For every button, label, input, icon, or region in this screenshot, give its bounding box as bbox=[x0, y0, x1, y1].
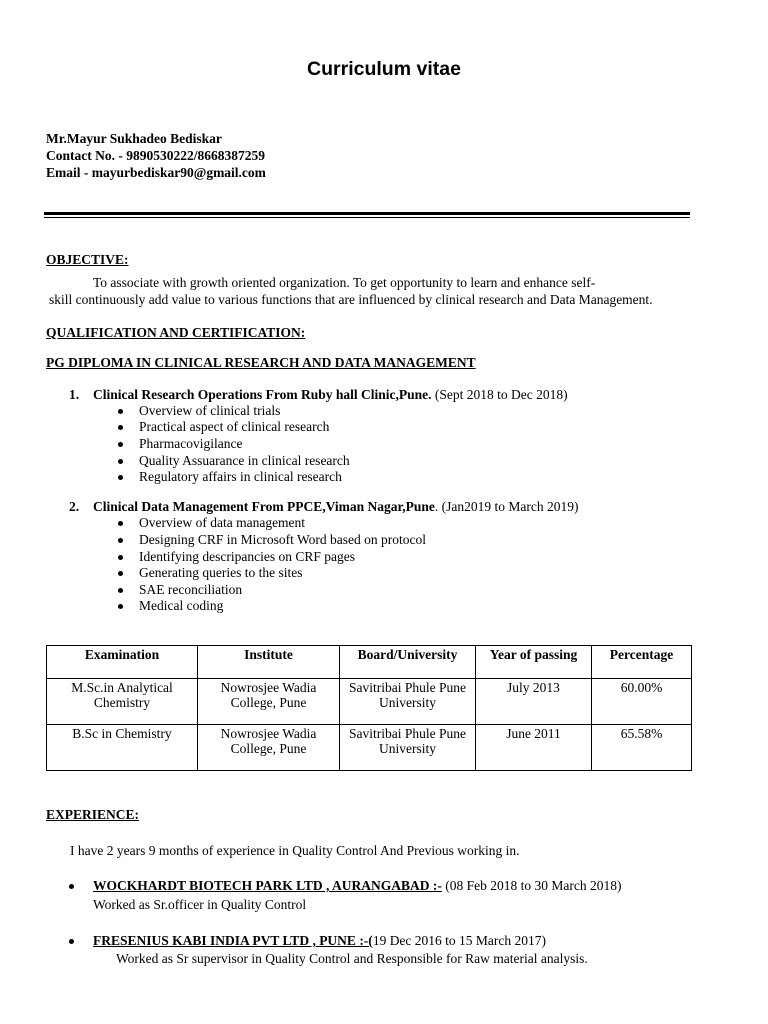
table-header-cell: Year of passing bbox=[476, 646, 592, 679]
bullet-icon bbox=[118, 475, 123, 480]
course-title: Clinical Research Operations From Ruby hall Clinic,Pune. bbox=[93, 387, 432, 402]
table-row bbox=[47, 679, 692, 725]
table-cell: 60.00% bbox=[592, 679, 692, 725]
company-name: WOCKHARDT BIOTECH PARK LTD , AURANGABAD :- bbox=[93, 878, 442, 893]
course-title: Clinical Data Management From PPCE,Viman Nagar,Pune bbox=[93, 499, 435, 514]
table-cell: Nowrosjee Wadia College, Pune bbox=[198, 725, 340, 771]
course-topic: SAE reconciliation bbox=[139, 582, 243, 597]
table-cell: Savitribai Phule Pune University bbox=[340, 725, 476, 771]
contact-email: Email - mayurbediskar90@gmail.com bbox=[46, 165, 266, 180]
course-topic: Identifying descripancies on CRF pages bbox=[139, 549, 355, 564]
header-divider-thin bbox=[44, 217, 690, 218]
header-divider-thick bbox=[44, 212, 690, 215]
table-header-cell: Percentage bbox=[592, 646, 692, 679]
table-cell: B.Sc in Chemistry bbox=[47, 725, 198, 771]
course-number: 1. bbox=[69, 387, 80, 402]
course-topic: Regulatory affairs in clinical research bbox=[139, 469, 342, 484]
experience-summary: I have 2 years 9 months of experience in Quality Control And Previous working in. bbox=[70, 843, 520, 858]
course-heading bbox=[93, 499, 578, 515]
course-topic: Pharmacovigilance bbox=[139, 436, 243, 451]
objective-line-2: skill continuously add value to various functions that are influenced by clinical research and Data Management. bbox=[49, 292, 653, 307]
job-role: Worked as Sr.officer in Quality Control bbox=[93, 897, 307, 912]
course-dates: . (Jan2019 to March 2019) bbox=[434, 499, 579, 514]
pg-diploma-heading: PG DIPLOMA IN CLINICAL RESEARCH AND DATA MANAGEMENT bbox=[46, 355, 476, 370]
bullet-icon bbox=[69, 939, 74, 944]
bullet-icon bbox=[118, 604, 123, 609]
bullet-icon bbox=[118, 555, 123, 560]
bullet-icon bbox=[118, 571, 123, 576]
table-cell: M.Sc.in Analytical Chemistry bbox=[47, 679, 198, 725]
table-header-row bbox=[47, 646, 692, 679]
job-heading bbox=[93, 878, 622, 894]
bullet-icon bbox=[118, 588, 123, 593]
bullet-icon bbox=[118, 538, 123, 543]
contact-phone: Contact No. - 9890530222/8668387259 bbox=[46, 148, 265, 163]
course-topic: Practical aspect of clinical research bbox=[139, 419, 330, 434]
bullet-icon bbox=[118, 425, 123, 430]
qualification-heading: QUALIFICATION AND CERTIFICATION: bbox=[46, 325, 306, 340]
education-table bbox=[46, 645, 692, 771]
table-row bbox=[47, 725, 692, 771]
candidate-name: Mr.Mayur Sukhadeo Bediskar bbox=[46, 131, 222, 146]
table-cell: Savitribai Phule Pune University bbox=[340, 679, 476, 725]
course-topic: Generating queries to the sites bbox=[139, 565, 303, 580]
table-header-cell: Institute bbox=[198, 646, 340, 679]
job-role: Worked as Sr supervisor in Quality Control and Responsible for Raw material analysis. bbox=[116, 951, 588, 966]
objective-heading: OBJECTIVE: bbox=[46, 252, 129, 267]
job-dates: 19 Dec 2016 to 15 March 2017) bbox=[372, 933, 547, 948]
course-topic: Overview of clinical trials bbox=[139, 403, 281, 418]
table-header-cell: Board/University bbox=[340, 646, 476, 679]
table-header-cell: Examination bbox=[47, 646, 198, 679]
course-number: 2. bbox=[69, 499, 80, 514]
company-name: FRESENIUS KABI INDIA PVT LTD , PUNE :-( bbox=[93, 933, 373, 948]
bullet-icon bbox=[118, 521, 123, 526]
bullet-icon bbox=[69, 884, 74, 889]
table-cell: Nowrosjee Wadia College, Pune bbox=[198, 679, 340, 725]
table-cell: June 2011 bbox=[476, 725, 592, 771]
course-heading bbox=[93, 387, 568, 403]
bullet-icon bbox=[118, 459, 123, 464]
table-cell: July 2013 bbox=[476, 679, 592, 725]
objective-line-1: To associate with growth oriented organization. To get opportunity to learn and enhance self- bbox=[93, 275, 596, 290]
bullet-icon bbox=[118, 409, 123, 414]
job-heading bbox=[93, 933, 546, 949]
bullet-icon bbox=[118, 442, 123, 447]
course-topic: Quality Assuarance in clinical research bbox=[139, 453, 350, 468]
course-topic: Medical coding bbox=[139, 598, 224, 613]
table-cell: 65.58% bbox=[592, 725, 692, 771]
job-dates: (08 Feb 2018 to 30 March 2018) bbox=[441, 878, 622, 893]
course-topic: Designing CRF in Microsoft Word based on protocol bbox=[139, 532, 427, 547]
course-topic: Overview of data management bbox=[139, 515, 306, 530]
experience-heading: EXPERIENCE: bbox=[46, 807, 140, 822]
course-dates: (Sept 2018 to Dec 2018) bbox=[431, 387, 568, 402]
document-title: Curriculum vitae bbox=[307, 58, 461, 80]
